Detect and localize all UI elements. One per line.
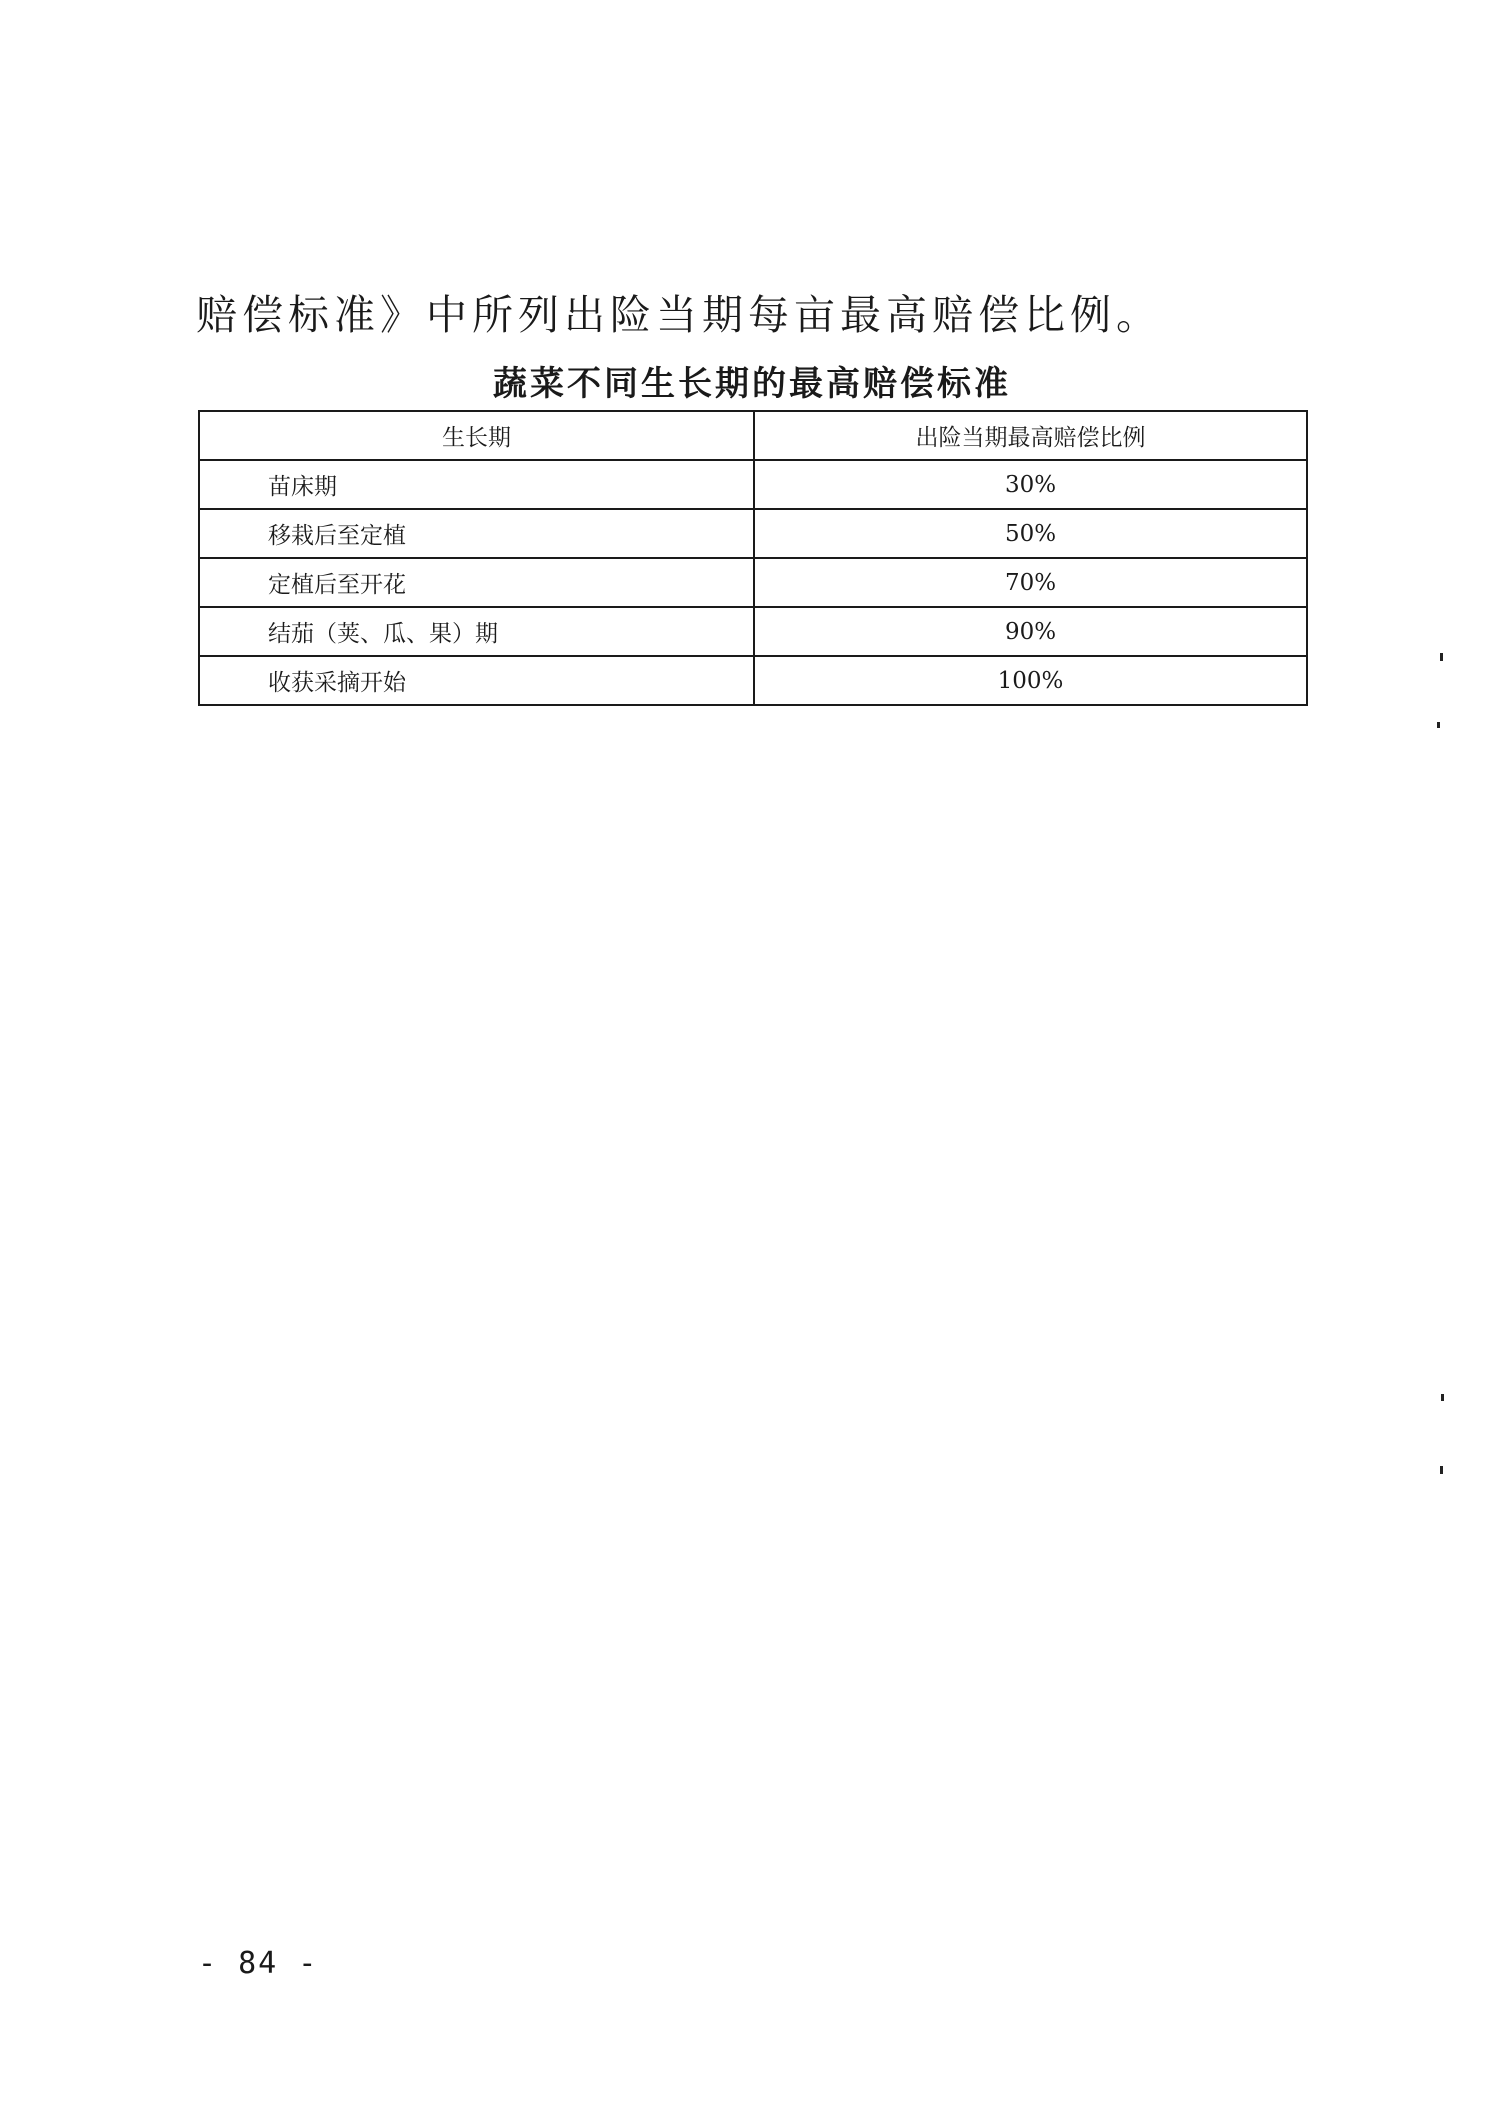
stage-cell: 结茄（荚、瓜、果）期 [199,607,754,656]
scan-artifact [1440,1466,1443,1474]
ratio-cell: 90% [754,607,1307,656]
table-row [199,558,1307,607]
table-row [199,460,1307,509]
stage-cell: 移栽后至定植 [199,509,754,558]
ratio-cell: 50% [754,509,1307,558]
ratio-cell: 30% [754,460,1307,509]
scan-artifact [1437,722,1440,728]
table-header-row [199,411,1307,460]
header-ratio: 出险当期最高赔偿比例 [754,411,1307,460]
intro-text: 赔偿标准》中所列出险当期每亩最高赔偿比例。 [196,291,1162,339]
table-row [199,509,1307,558]
stage-cell: 定植后至开花 [199,558,754,607]
scan-artifact [1440,653,1443,661]
ratio-cell: 70% [754,558,1307,607]
table-row [199,607,1307,656]
table-title: 蔬菜不同生长期的最高赔偿标准 [493,364,1011,404]
header-stage: 生长期 [199,411,754,460]
stage-cell: 苗床期 [199,460,754,509]
stage-cell: 收获采摘开始 [199,656,754,705]
page-number: - 84 - [198,1946,319,1981]
table-row [199,656,1307,705]
compensation-table [198,410,1308,706]
ratio-cell: 100% [754,656,1307,705]
scan-artifact [1441,1394,1444,1401]
